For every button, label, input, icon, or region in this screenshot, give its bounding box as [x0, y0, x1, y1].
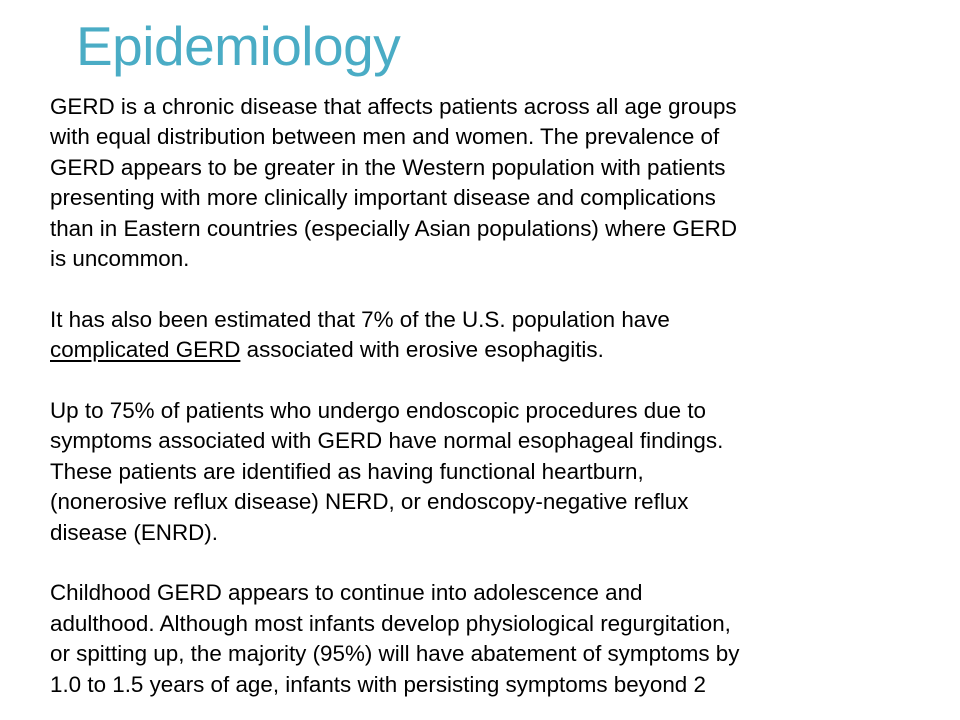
slide-title: Epidemiology [76, 15, 401, 77]
slide-body [50, 92, 910, 720]
text-line: or spitting up, the majority (95%) will have abatement of symptoms by [50, 641, 740, 667]
text-line: GERD appears to be greater in the Western population with patients [50, 154, 726, 180]
text-line: Childhood GERD appears to continue into adolescence and [50, 580, 643, 606]
text-line: It has also been estimated that 7% of the U.S. population have [50, 306, 670, 332]
text-line: with equal distribution between men and women. The prevalence of [50, 124, 720, 150]
complicated-gerd-link[interactable]: complicated GERD [50, 337, 241, 363]
paragraph-us-estimate [50, 305, 910, 366]
text-line: is uncommon. [50, 246, 190, 272]
text-line: Up to 75% of patients who undergo endoscopic procedures due to [50, 398, 706, 424]
text-line [50, 335, 910, 365]
text-line: disease (ENRD). [50, 519, 218, 545]
paragraph-overview [50, 92, 910, 274]
text-line: adulthood. Although most infants develop physiological regurgitation, [50, 610, 731, 636]
text-line: These patients are identified as having functional heartburn, [50, 458, 644, 484]
text-line: GERD is a chronic disease that affects patients across all age groups [50, 94, 737, 119]
text-line: (nonerosive reflux disease) NERD, or endoscopy-negative reflux [50, 489, 689, 515]
paragraph-childhood [50, 578, 910, 700]
text-line: presenting with more clinically important disease and complications [50, 185, 716, 211]
text-line: 1.0 to 1.5 years of age, infants with persisting symptoms beyond 2 [50, 671, 706, 697]
text-line: than in Eastern countries (especially Asian populations) where GERD [50, 215, 738, 241]
paragraph-endoscopy [50, 396, 910, 548]
text-line-rest: associated with erosive esophagitis. [240, 337, 604, 363]
text-line: symptoms associated with GERD have normal esophageal findings. [50, 428, 724, 454]
